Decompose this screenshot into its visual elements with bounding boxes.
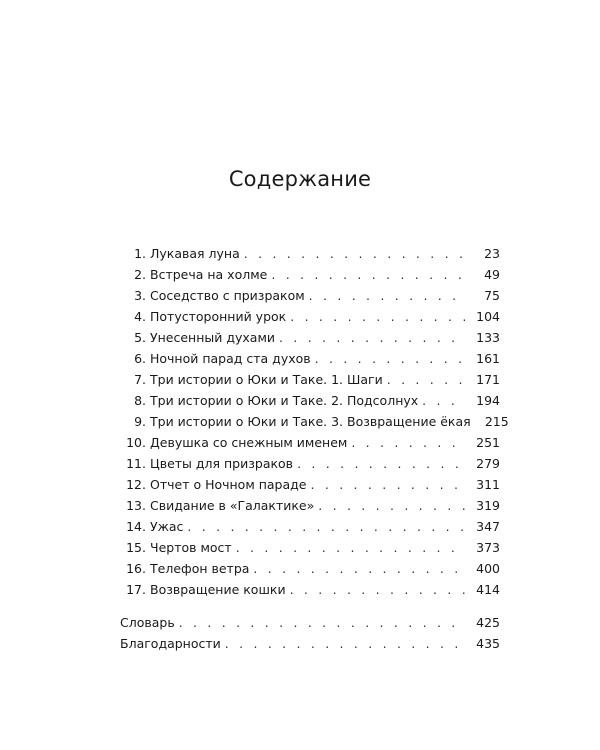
chapter-title: Телефон ветра xyxy=(150,561,250,576)
chapter-number: 1. xyxy=(134,246,146,261)
dot-leader xyxy=(225,633,466,654)
chapter-number: 16. xyxy=(126,561,146,576)
dot-leader xyxy=(187,516,466,537)
toc-entry xyxy=(120,369,500,390)
page-number: 161 xyxy=(476,351,500,366)
page-number: 23 xyxy=(484,246,500,261)
chapter-number: 10. xyxy=(126,435,146,450)
toc-entry xyxy=(120,516,500,537)
chapter-title: Встреча на холме xyxy=(150,267,268,282)
entry-title: Благодарности xyxy=(120,636,221,651)
page-number: 373 xyxy=(476,540,500,555)
section-gap xyxy=(120,600,500,612)
dot-leader xyxy=(279,327,466,348)
chapter-number: 9. xyxy=(134,414,146,429)
chapter-number: 2. xyxy=(134,267,146,282)
dot-leader xyxy=(179,612,466,633)
chapter-title: Свидание в «Галактике» xyxy=(150,498,315,513)
dot-leader xyxy=(318,495,466,516)
chapter-title: Унесенный духами xyxy=(150,330,276,345)
chapter-title: Ужас xyxy=(150,519,184,534)
page-number: 435 xyxy=(476,636,500,651)
chapter-title: Соседство с призраком xyxy=(150,288,305,303)
chapter-title: Возвращение кошки xyxy=(150,582,286,597)
page-number: 347 xyxy=(476,519,500,534)
chapter-number: 6. xyxy=(134,351,146,366)
dot-leader xyxy=(309,285,466,306)
toc-entry xyxy=(120,474,500,495)
dot-leader xyxy=(387,369,466,390)
page-number: 319 xyxy=(476,498,500,513)
toc-entry-glossary xyxy=(120,612,500,633)
chapter-title: Отчет о Ночном параде xyxy=(150,477,307,492)
dot-leader xyxy=(297,453,466,474)
dot-leader xyxy=(290,306,466,327)
page-number: 75 xyxy=(484,288,500,303)
toc-entry xyxy=(120,327,500,348)
page-number: 104 xyxy=(476,309,500,324)
toc-entry xyxy=(120,264,500,285)
chapter-title: Цветы для призраков xyxy=(150,456,294,471)
dot-leader xyxy=(351,432,466,453)
toc-entry xyxy=(120,432,500,453)
dot-leader xyxy=(271,264,466,285)
toc-entry xyxy=(120,453,500,474)
chapter-title: Ночной парад ста духов xyxy=(150,351,311,366)
chapter-title: Девушка со снежным именем xyxy=(150,435,348,450)
chapter-number: 17. xyxy=(126,582,146,597)
table-of-contents xyxy=(120,243,509,654)
page-number: 425 xyxy=(476,615,500,630)
chapter-number: 13. xyxy=(126,498,146,513)
page-number: 311 xyxy=(476,477,500,492)
page-number: 215 xyxy=(484,414,509,429)
chapter-title: Лукавая луна xyxy=(150,246,240,261)
page-title: Содержание xyxy=(228,167,372,191)
chapter-number: 15. xyxy=(126,540,146,555)
dot-leader xyxy=(311,474,467,495)
chapter-title: Потусторонний урок xyxy=(150,309,287,324)
chapter-number: 11. xyxy=(126,456,146,471)
toc-entry xyxy=(120,558,500,579)
chapter-number: 12. xyxy=(126,477,146,492)
dot-leader xyxy=(315,348,466,369)
toc-entry xyxy=(120,285,500,306)
dot-leader xyxy=(290,579,466,600)
chapter-title: Три истории о Юки и Таке. 3. Возвращение ёкая xyxy=(150,414,471,429)
page-number: 194 xyxy=(476,393,500,408)
chapter-title: Три истории о Юки и Таке. 1. Шаги xyxy=(150,372,383,387)
page-number: 400 xyxy=(476,561,500,576)
dot-leader xyxy=(236,537,466,558)
toc-entry xyxy=(120,579,500,600)
toc-entry xyxy=(120,348,500,369)
entry-title: Словарь xyxy=(120,615,175,630)
toc-entry xyxy=(120,390,500,411)
chapter-title: Три истории о Юки и Таке. 2. Подсолнух xyxy=(150,393,419,408)
toc-entry-acknowledgements xyxy=(120,633,500,654)
dot-leader xyxy=(253,558,466,579)
toc-entry xyxy=(120,306,500,327)
page-number: 49 xyxy=(484,267,500,282)
dot-leader xyxy=(422,390,466,411)
toc-entry xyxy=(120,495,500,516)
chapter-number: 5. xyxy=(134,330,146,345)
toc-entry xyxy=(120,537,500,558)
chapter-number: 7. xyxy=(134,372,146,387)
page-number: 133 xyxy=(476,330,500,345)
toc-entry xyxy=(120,243,500,264)
page-number: 414 xyxy=(476,582,500,597)
chapter-title: Чертов мост xyxy=(150,540,232,555)
chapter-number: 3. xyxy=(134,288,146,303)
page-number: 171 xyxy=(476,372,500,387)
chapter-number: 4. xyxy=(134,309,146,324)
toc-entry xyxy=(120,411,509,432)
dot-leader xyxy=(244,243,466,264)
chapter-number: 14. xyxy=(126,519,146,534)
page-number: 251 xyxy=(476,435,500,450)
chapter-number: 8. xyxy=(134,393,146,408)
page-number: 279 xyxy=(476,456,500,471)
